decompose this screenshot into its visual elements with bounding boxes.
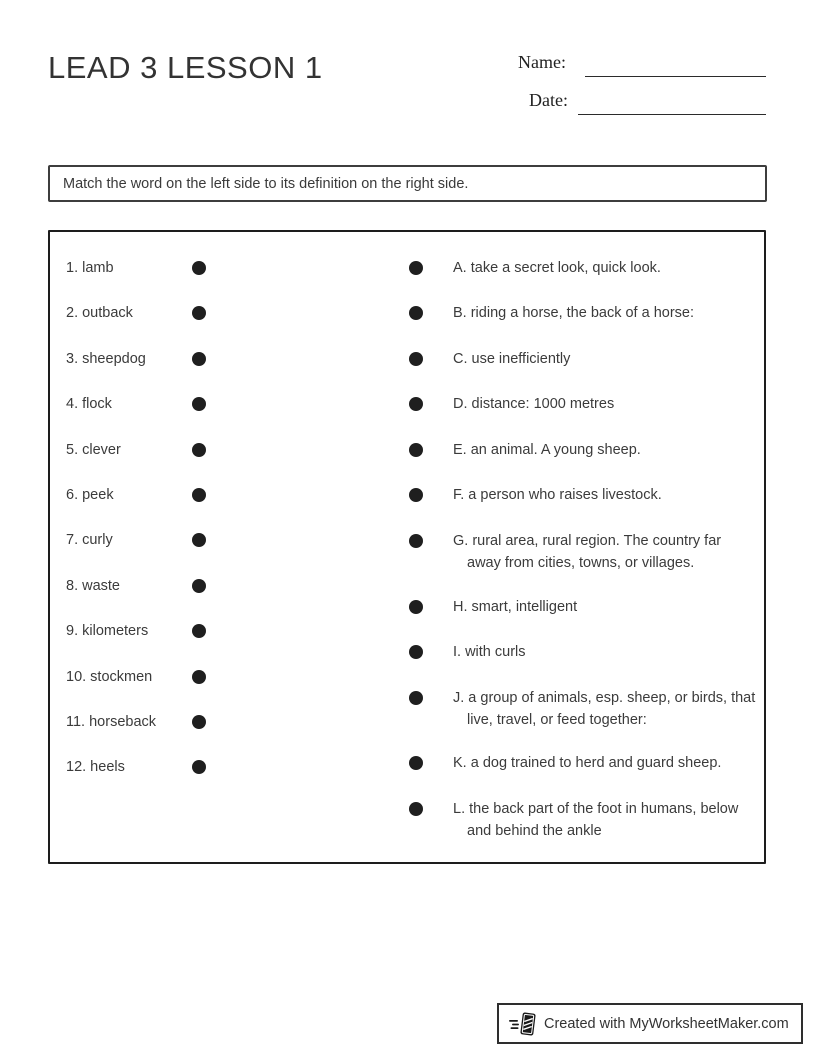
word-row-9 (66, 620, 148, 642)
match-dot-def-f[interactable] (409, 488, 423, 502)
match-dot-def-j[interactable] (409, 691, 423, 705)
word-row-4 (66, 393, 112, 415)
definition-label: K. a dog trained to herd and guard sheep. (453, 755, 722, 771)
match-dot-def-i[interactable] (409, 645, 423, 659)
word-label: 4. flock (66, 396, 112, 412)
word-row-11 (66, 711, 156, 733)
definition-label: F. a person who raises livestock. (453, 487, 662, 503)
match-dot-word-3[interactable] (192, 352, 206, 366)
word-label: 9. kilometers (66, 623, 149, 639)
definition-row-c (453, 348, 758, 370)
worksheet-maker-logo-icon (509, 1009, 537, 1039)
word-row-12 (66, 756, 125, 778)
match-dot-word-9[interactable] (192, 624, 206, 638)
name-label: Name: (518, 52, 566, 72)
match-dot-def-d[interactable] (409, 397, 423, 411)
match-dot-def-h[interactable] (409, 600, 423, 614)
date-label: Date: (529, 90, 568, 110)
word-label: 12. heels (66, 759, 125, 775)
match-dot-def-g[interactable] (409, 534, 423, 548)
definition-label: E. an animal. A young sheep. (453, 442, 641, 458)
match-dot-word-12[interactable] (192, 760, 206, 774)
match-dot-def-b[interactable] (409, 306, 423, 320)
page-title: LEAD 3 LESSON 1 (48, 50, 323, 85)
definition-label: D. distance: 1000 metres (453, 396, 615, 412)
word-row-6 (66, 484, 114, 506)
definition-row-a (453, 257, 758, 279)
definition-label: J. a group of animals, esp. sheep, or birds, that live, travel, or feed together: (453, 690, 756, 728)
definition-label: L. the back part of the foot in humans, below and behind the ankle (453, 801, 739, 839)
word-row-7 (66, 529, 113, 551)
word-label: 7. curly (66, 532, 113, 548)
name-input-line[interactable] (585, 76, 766, 77)
footer-credit-text: Created with MyWorksheetMaker.com (544, 1015, 789, 1032)
date-input-line[interactable] (578, 114, 766, 115)
definition-row-k (453, 752, 758, 774)
match-dot-def-l[interactable] (409, 802, 423, 816)
match-dot-word-6[interactable] (192, 488, 206, 502)
word-row-1 (66, 257, 114, 279)
match-dot-word-8[interactable] (192, 579, 206, 593)
definition-row-e (453, 439, 758, 461)
definition-row-i (453, 641, 758, 663)
definition-row-l (453, 798, 758, 842)
match-dot-word-1[interactable] (192, 261, 206, 275)
footer-credit-badge (497, 1003, 803, 1044)
definition-row-g (453, 530, 758, 574)
match-dot-def-e[interactable] (409, 443, 423, 457)
instructions-box (48, 165, 767, 202)
match-dot-word-10[interactable] (192, 670, 206, 684)
definition-row-f (453, 484, 758, 506)
definition-label: B. riding a horse, the back of a horse: (453, 305, 694, 321)
match-dot-def-k[interactable] (409, 756, 423, 770)
word-label: 6. peek (66, 487, 114, 503)
word-label: 5. clever (66, 442, 121, 458)
word-label: 1. lamb (66, 260, 114, 276)
word-row-3 (66, 348, 146, 370)
definition-row-b (453, 302, 758, 324)
word-row-2 (66, 302, 133, 324)
definition-label: H. smart, intelligent (453, 599, 578, 615)
word-label: 10. stockmen (66, 669, 153, 685)
word-row-5 (66, 439, 121, 461)
definition-label: A. take a secret look, quick look. (453, 260, 661, 276)
word-label: 8. waste (66, 578, 120, 594)
word-label: 11. horseback (66, 714, 157, 730)
definition-label: I. with curls (453, 644, 526, 660)
match-dot-word-7[interactable] (192, 533, 206, 547)
instructions-text: Match the word on the left side to its definition on the right side. (63, 175, 469, 192)
word-row-10 (66, 666, 152, 688)
match-dot-word-4[interactable] (192, 397, 206, 411)
definition-label: G. rural area, rural region. The country far away from cities, towns, or villages. (453, 533, 722, 571)
match-dot-def-a[interactable] (409, 261, 423, 275)
match-dot-word-11[interactable] (192, 715, 206, 729)
definition-row-d (453, 393, 758, 415)
definition-label: C. use inefficiently (453, 351, 571, 367)
word-label: 2. outback (66, 305, 133, 321)
match-dot-word-2[interactable] (192, 306, 206, 320)
match-dot-word-5[interactable] (192, 443, 206, 457)
word-label: 3. sheepdog (66, 351, 146, 367)
match-dot-def-c[interactable] (409, 352, 423, 366)
definition-row-h (453, 596, 758, 618)
word-row-8 (66, 575, 120, 597)
definition-row-j (453, 687, 758, 731)
